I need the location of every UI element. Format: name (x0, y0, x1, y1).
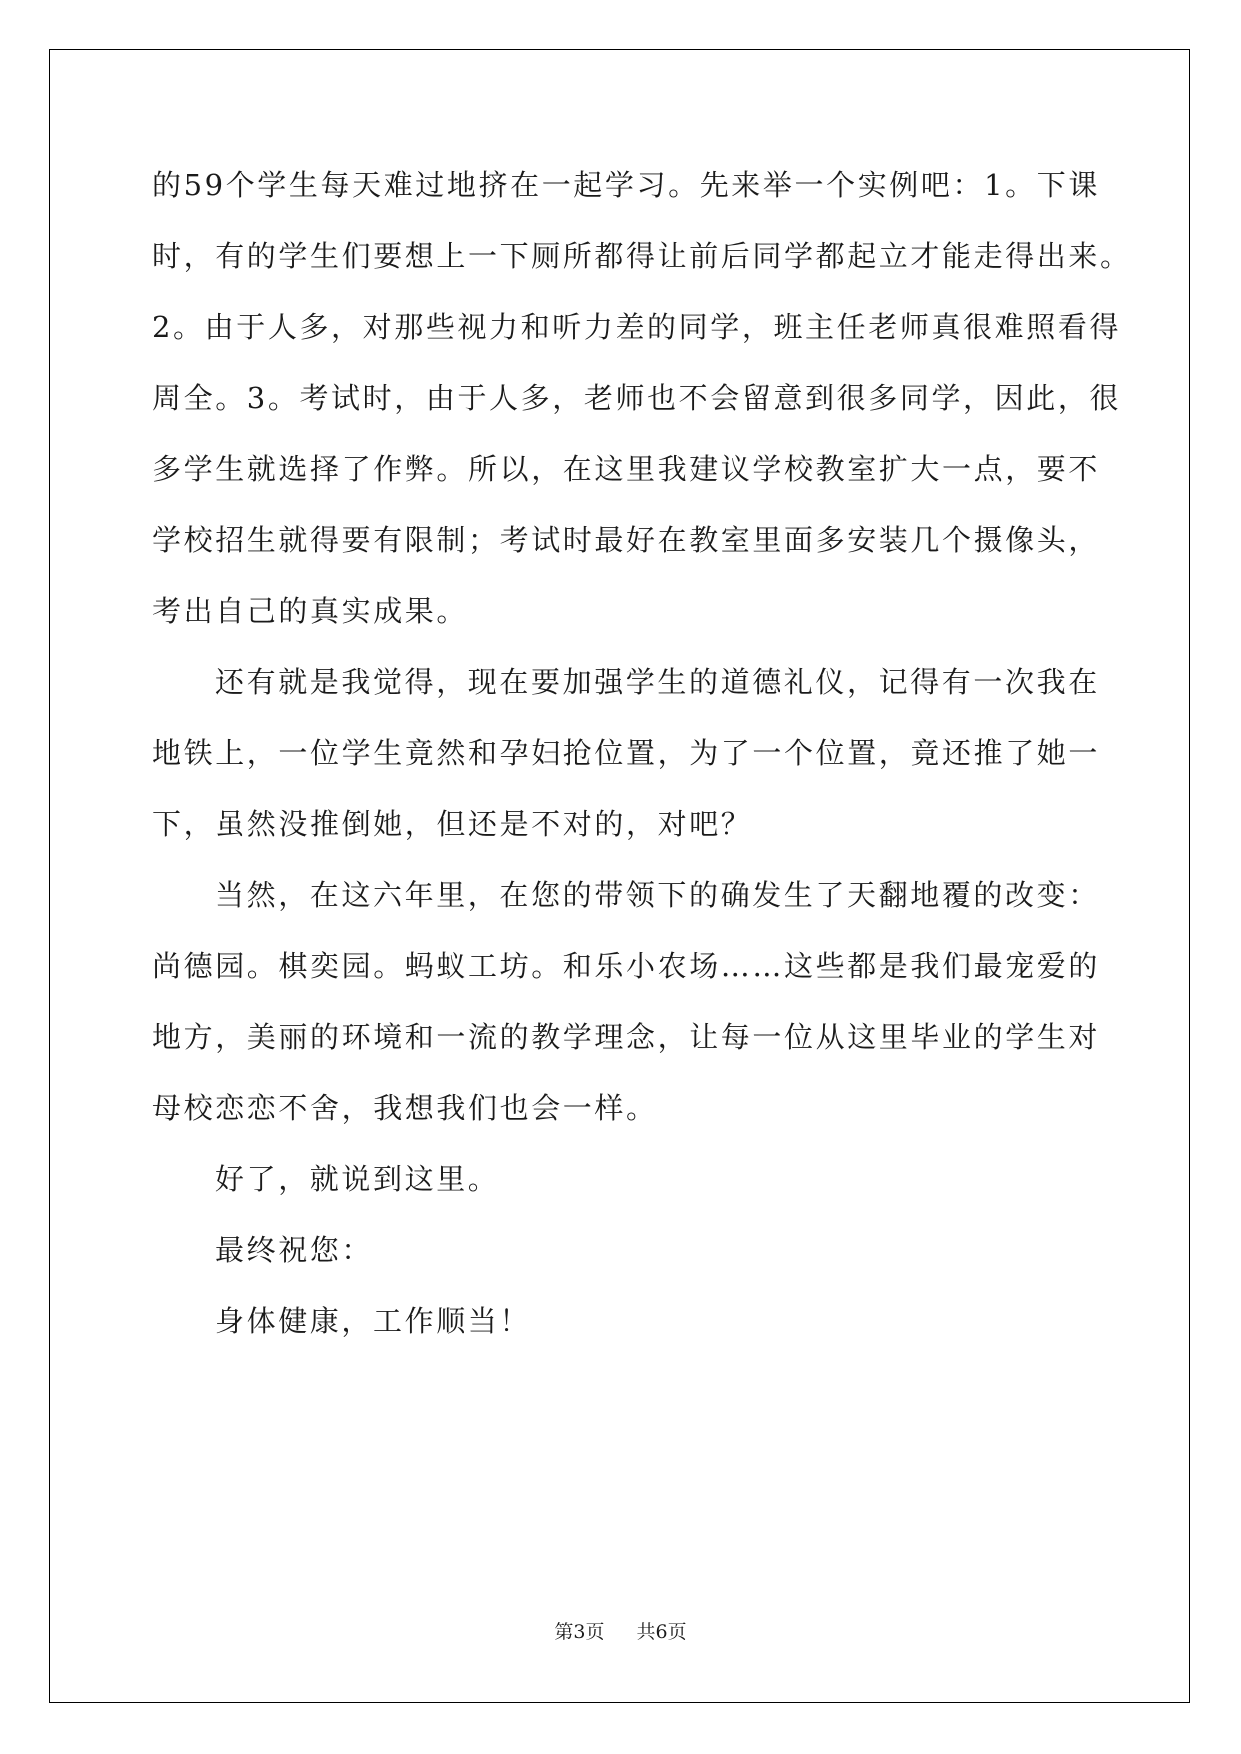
text-line: 母校恋恋不舍，我想我们也会一样。 (152, 1091, 658, 1125)
text-line: 身体健康，工作顺当！ (215, 1304, 532, 1338)
text-line: 2。由于人多，对那些视力和听力差的同学，班主任老师真很难照看得 (152, 310, 1122, 344)
text-line: 当然，在这六年里，在您的带领下的确发生了天翻地覆的改变： (215, 878, 1100, 912)
text-line: 多学生就选择了作弊。所以，在这里我建议学校教室扩大一点，要不 (152, 452, 1101, 486)
page-footer (0, 1617, 1241, 1644)
text-line: 还有就是我觉得，现在要加强学生的道德礼仪，记得有一次我在 (215, 665, 1100, 699)
text-line: 周全。3。考试时，由于人多，老师也不会留意到很多同学，因此，很 (152, 381, 1122, 415)
text-line: 地铁上，一位学生竟然和孕妇抢位置，为了一个位置，竟还推了她一 (152, 736, 1101, 770)
text-line: 尚德园。棋奕园。蚂蚁工坊。和乐小农场……这些都是我们最宠爱的 (152, 949, 1101, 983)
text-line: 下，虽然没推倒她，但还是不对的，对吧？ (152, 807, 753, 841)
text-line: 考出自己的真实成果。 (152, 594, 469, 628)
text-line: 时，有的学生们要想上一下厕所都得让前后同学都起立才能走得出来。 (152, 239, 1132, 273)
text-line: 好了，就说到这里。 (215, 1162, 500, 1196)
text-line: 学校招生就得要有限制；考试时最好在教室里面多安装几个摄像头， (152, 523, 1101, 557)
text-line: 最终祝您： (215, 1233, 374, 1267)
current-page-label: 第3页 (554, 1621, 605, 1643)
total-pages-label: 共6页 (636, 1621, 687, 1643)
text-line: 地方，美丽的环境和一流的教学理念，让每一位从这里毕业的学生对 (152, 1020, 1101, 1054)
text-line: 的59个学生每天难过地挤在一起学习。先来举一个实例吧：1。下课 (152, 168, 1100, 202)
